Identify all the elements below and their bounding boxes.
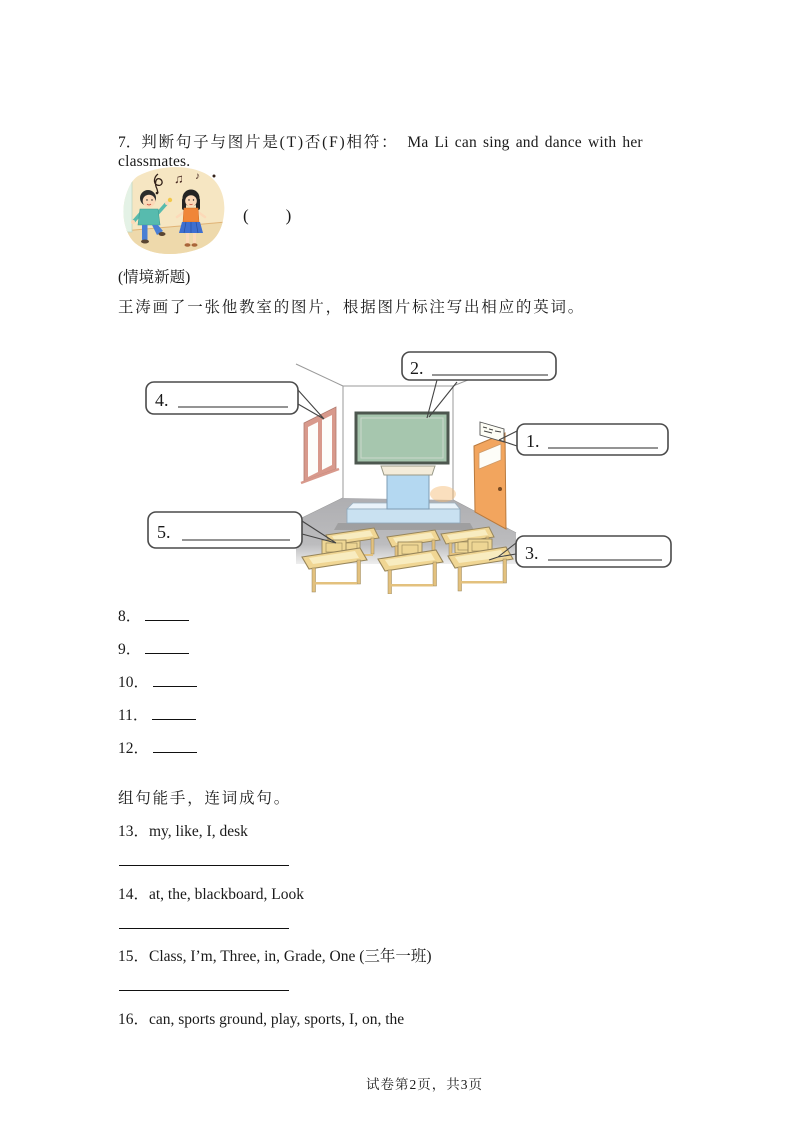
- answer-8-blank: [145, 607, 189, 621]
- label-1-number: 1.: [526, 431, 540, 451]
- door: [474, 433, 506, 529]
- answer-item-8: [118, 604, 189, 626]
- picture-task-instruction: 王涛画了一张他教室的图片，根据图片标注写出相应的英词。: [118, 299, 586, 316]
- question-7-number: 7．: [118, 134, 142, 151]
- label-4-number: 4.: [155, 390, 169, 410]
- answer-12-number: 12．: [118, 740, 150, 757]
- callout-label-2: [402, 352, 556, 380]
- answer-9-blank: [145, 640, 189, 654]
- desk-row-front: [302, 539, 513, 594]
- svg-text:♫: ♫: [174, 171, 184, 186]
- answer-8-number: 8．: [118, 608, 142, 625]
- blackboard: [356, 413, 448, 463]
- page-footer: [0, 1073, 793, 1093]
- rearrange-blank-14: [119, 910, 289, 929]
- answer-12-blank: [153, 739, 197, 753]
- decoration-blur: [430, 486, 456, 502]
- context-tag: (情境新题): [118, 269, 191, 286]
- answer-11-number: 11．: [118, 707, 149, 724]
- q7-answer-blank: ( ): [243, 206, 293, 225]
- svg-text:♪: ♪: [195, 171, 200, 182]
- rearrange-blank-15: [119, 972, 289, 991]
- answer-item-12: [118, 736, 197, 758]
- callout-label-4: [146, 382, 298, 414]
- door-frame-strip: [121, 178, 132, 232]
- question-7-prompt: 判断句子与图片是(T)否(F)相符：: [141, 134, 399, 151]
- label-2-number: 2.: [410, 358, 424, 378]
- page-footer-text: 试卷第2页，共3页: [366, 1077, 483, 1092]
- answer-11-blank: [152, 706, 196, 720]
- answer-9-number: 9．: [118, 641, 142, 658]
- callout-label-3: [516, 536, 671, 567]
- callout-label-5: [148, 512, 302, 548]
- question-7-sentence: Ma Li can sing and dance with her classmates.: [118, 134, 643, 171]
- rearrange-item-16: 16．can, sports ground, play, sports, I, on, the: [118, 1011, 405, 1028]
- rearrange-item-14: 14．at, the, blackboard, Look: [118, 886, 304, 903]
- answer-item-9: [118, 637, 189, 659]
- answer-item-10: [118, 670, 197, 692]
- label-5-number: 5.: [157, 522, 171, 542]
- rearrange-item-13: 13．my, like, I, desk: [118, 823, 248, 840]
- answer-10-number: 10．: [118, 674, 150, 691]
- dancing-kids-illustration: [118, 164, 230, 256]
- answer-10-blank: [153, 673, 197, 687]
- answer-item-11: [118, 703, 196, 725]
- rearrange-item-15: 15．Class, I’m, Three, in, Grade, One (三年一班): [118, 948, 432, 965]
- classroom-illustration: [140, 342, 680, 594]
- podium: [381, 466, 435, 509]
- callout-label-1: [517, 424, 668, 455]
- rearrange-blank-13: [119, 847, 289, 866]
- window: [301, 407, 339, 483]
- rearrange-title: 组句能手，连词成句。: [118, 790, 292, 807]
- label-3-number: 3.: [525, 543, 539, 563]
